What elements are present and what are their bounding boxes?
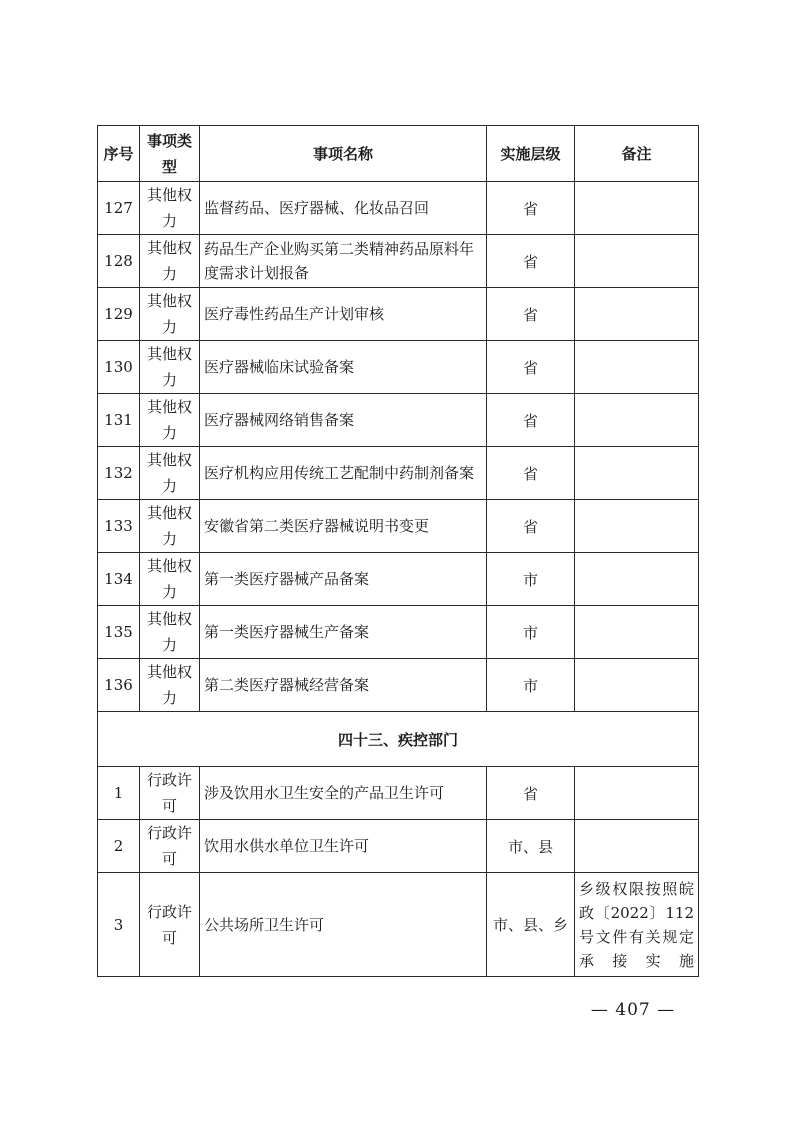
header-type: 事项类型 — [140, 126, 200, 182]
section-title: 四十三、疾控部门 — [98, 712, 699, 767]
cell-type: 其他权力 — [140, 182, 200, 235]
table-row — [98, 553, 699, 606]
table-row — [98, 659, 699, 712]
cell-no: 127 — [98, 182, 140, 235]
cell-level: 市 — [487, 659, 575, 712]
table-row — [98, 394, 699, 447]
cell-level: 省 — [487, 500, 575, 553]
table-row — [98, 606, 699, 659]
items-table — [97, 125, 699, 977]
cell-name: 医疗器械网络销售备案 — [200, 394, 487, 447]
table-row — [98, 500, 699, 553]
cell-type: 其他权力 — [140, 288, 200, 341]
cell-level: 省 — [487, 447, 575, 500]
header-no: 序号 — [98, 126, 140, 182]
cell-note — [575, 182, 699, 235]
table-row — [98, 873, 699, 977]
cell-note — [575, 500, 699, 553]
cell-no: 3 — [98, 873, 140, 977]
cell-level: 省 — [487, 288, 575, 341]
cell-name: 公共场所卫生许可 — [200, 873, 487, 977]
cell-no: 128 — [98, 235, 140, 288]
header-note: 备注 — [575, 126, 699, 182]
section-row — [98, 712, 699, 767]
cell-no: 129 — [98, 288, 140, 341]
cell-name: 第一类医疗器械生产备案 — [200, 606, 487, 659]
cell-type: 其他权力 — [140, 659, 200, 712]
cell-type: 其他权力 — [140, 394, 200, 447]
table-row — [98, 235, 699, 288]
table-row — [98, 288, 699, 341]
cell-level: 市、县、乡 — [487, 873, 575, 977]
cell-note — [575, 341, 699, 394]
cell-name: 监督药品、医疗器械、化妆品召回 — [200, 182, 487, 235]
cell-name: 第一类医疗器械产品备案 — [200, 553, 487, 606]
cell-name: 医疗毒性药品生产计划审核 — [200, 288, 487, 341]
cell-no: 132 — [98, 447, 140, 500]
cell-note — [575, 235, 699, 288]
header-name: 事项名称 — [200, 126, 487, 182]
cell-no: 2 — [98, 820, 140, 873]
table-row — [98, 182, 699, 235]
cell-name: 安徽省第二类医疗器械说明书变更 — [200, 500, 487, 553]
table-row — [98, 820, 699, 873]
header-level: 实施层级 — [487, 126, 575, 182]
table-header-row — [98, 126, 699, 182]
cell-type: 其他权力 — [140, 606, 200, 659]
cell-level: 省 — [487, 182, 575, 235]
cell-note: 乡级权限按照皖政〔2022〕112号文件有关规定承接实施 — [575, 873, 699, 977]
cell-note — [575, 820, 699, 873]
cell-note — [575, 394, 699, 447]
cell-type: 其他权力 — [140, 447, 200, 500]
cell-type: 其他权力 — [140, 553, 200, 606]
cell-name: 饮用水供水单位卫生许可 — [200, 820, 487, 873]
table-row — [98, 341, 699, 394]
cell-no: 135 — [98, 606, 140, 659]
table-row — [98, 447, 699, 500]
cell-note — [575, 447, 699, 500]
cell-type: 其他权力 — [140, 341, 200, 394]
cell-level: 省 — [487, 235, 575, 288]
cell-level: 省 — [487, 767, 575, 820]
cell-name: 药品生产企业购买第二类精神药品原料年度需求计划报备 — [200, 235, 487, 288]
cell-no: 134 — [98, 553, 140, 606]
cell-note — [575, 553, 699, 606]
cell-note — [575, 659, 699, 712]
cell-level: 市 — [487, 606, 575, 659]
cell-type: 行政许可 — [140, 767, 200, 820]
cell-level: 省 — [487, 394, 575, 447]
page-number: — 407 — — [590, 1000, 676, 1020]
cell-name: 涉及饮用水卫生安全的产品卫生许可 — [200, 767, 487, 820]
cell-level: 市、县 — [487, 820, 575, 873]
cell-type: 行政许可 — [140, 820, 200, 873]
cell-level: 省 — [487, 341, 575, 394]
cell-no: 1 — [98, 767, 140, 820]
cell-note — [575, 606, 699, 659]
table-row — [98, 767, 699, 820]
cell-type: 其他权力 — [140, 235, 200, 288]
cell-name: 第二类医疗器械经营备案 — [200, 659, 487, 712]
cell-no: 136 — [98, 659, 140, 712]
cell-level: 市 — [487, 553, 575, 606]
cell-note — [575, 288, 699, 341]
cell-no: 133 — [98, 500, 140, 553]
cell-no: 130 — [98, 341, 140, 394]
cell-name: 医疗器械临床试验备案 — [200, 341, 487, 394]
cell-no: 131 — [98, 394, 140, 447]
cell-name: 医疗机构应用传统工艺配制中药制剂备案 — [200, 447, 487, 500]
cell-type: 行政许可 — [140, 873, 200, 977]
cell-type: 其他权力 — [140, 500, 200, 553]
cell-note — [575, 767, 699, 820]
